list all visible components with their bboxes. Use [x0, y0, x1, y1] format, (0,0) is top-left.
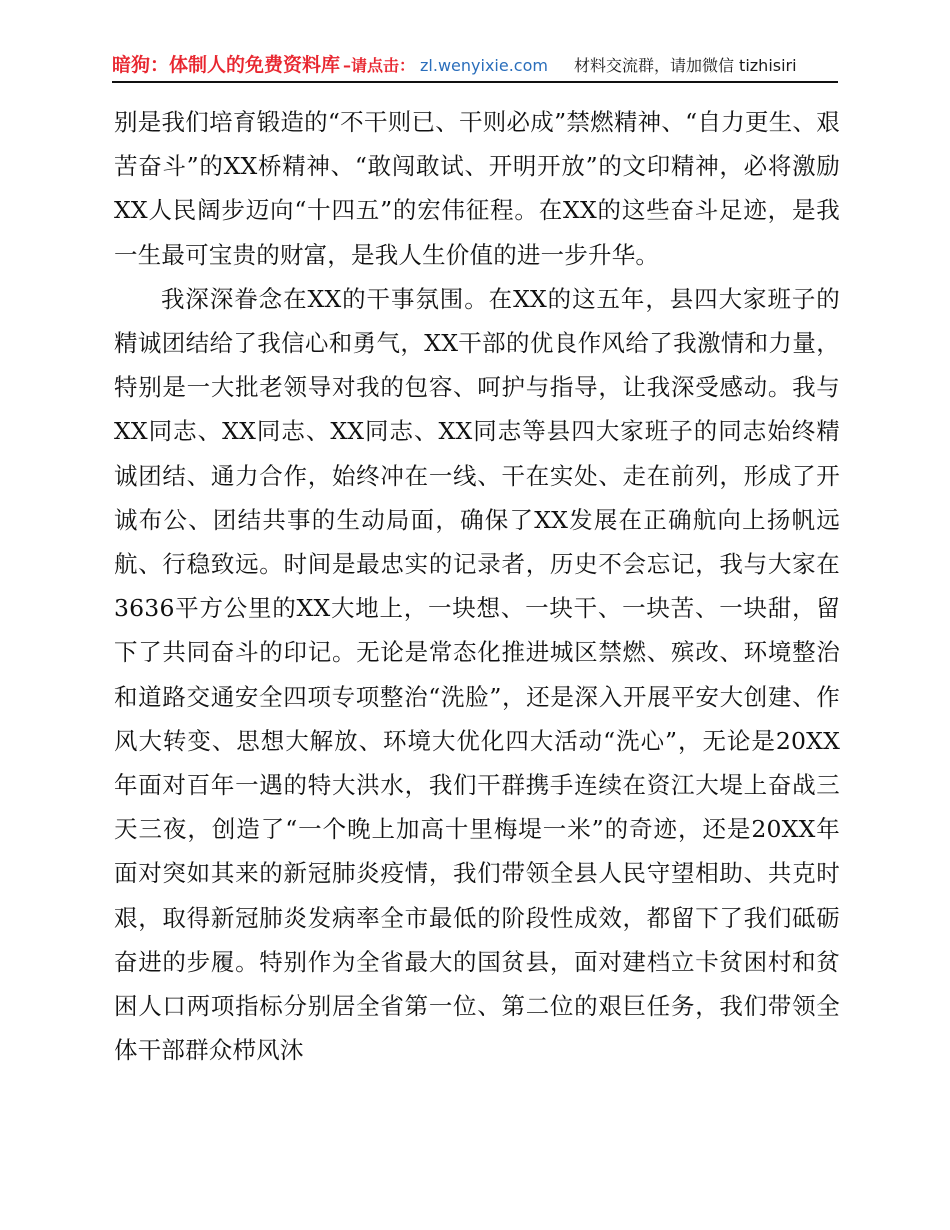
paragraph-1: 别是我们培育锻造的“不干则已、干则必成”禁燃精神、“自力更生、艰苦奋斗”的XX桥精神、“敢闯敢试、开明开放”的文印精神，必将激励XX人民阔步迈向“十四五”的宏伟征程。在XX的这些奋斗足迹，是我一生最可宝贵的财富，是我人生价值的进一步升华。 — [114, 108, 840, 269]
header-divider — [112, 81, 838, 83]
paragraph-2: 我深深眷念在XX的干事氛围。在XX的这五年，县四大家班子的精诚团结给了我信心和勇气，XX干部的优良作风给了我激情和力量，特别是一大批老领导对我的包容、呵护与指导，让我深受感动。我与XX同志、XX同志、XX同志、XX同志等县四大家班子的同志始终精诚团结、通力合作，始终冲在一线、干在实处、走在前列，形成了开诚布公、团结共事的生动局面，确保了XX发展在正确航向上扬帆远航、行稳致远。时间是最忠实的记录者，历史不会忘记，我与大家在3636平方公里的XX大地上，一块想、一块干、一块苦、一块甜，留下了共同奋斗的印记。无论是常态化推进城区禁燃、殡改、环境整治和道路交通安全四项专项整治“洗脸”，还是深入开展平安大创建、作风大转变、思想大解放、环境大优化四大活动“洗心”，无论是20XX年面对百年一遇的特大洪水，我们干群携手连续在资江大堤上奋战三天三夜，创造了“一个晚上加高十里梅堤一米”的奇迹，还是20XX年面对突如其来的新冠肺炎疫情，我们带领全县人民守望相助、共克时艰，取得新冠肺炎发病率全市最低的阶段性成效，都留下了我们砥砺奋进的步履。特别作为全省最大的国贫县，面对建档立卡贫困村和贫困人口两项指标分别居全省第一位、第二位的艰巨任务，我们带领全体干部群众栉风沐 — [114, 284, 840, 1065]
watermark-header-inner — [112, 50, 838, 77]
click-prompt-label: –请点击： — [343, 55, 416, 75]
site-link[interactable]: zl.wenyixie.com — [420, 55, 548, 75]
watermark-header — [112, 44, 838, 82]
document-body — [114, 100, 840, 1072]
site-brand-label: 暗狗：体制人的免费资料库 — [112, 53, 341, 76]
wechat-group-note: 材料交流群，请加微信 tizhisiri — [573, 55, 797, 75]
